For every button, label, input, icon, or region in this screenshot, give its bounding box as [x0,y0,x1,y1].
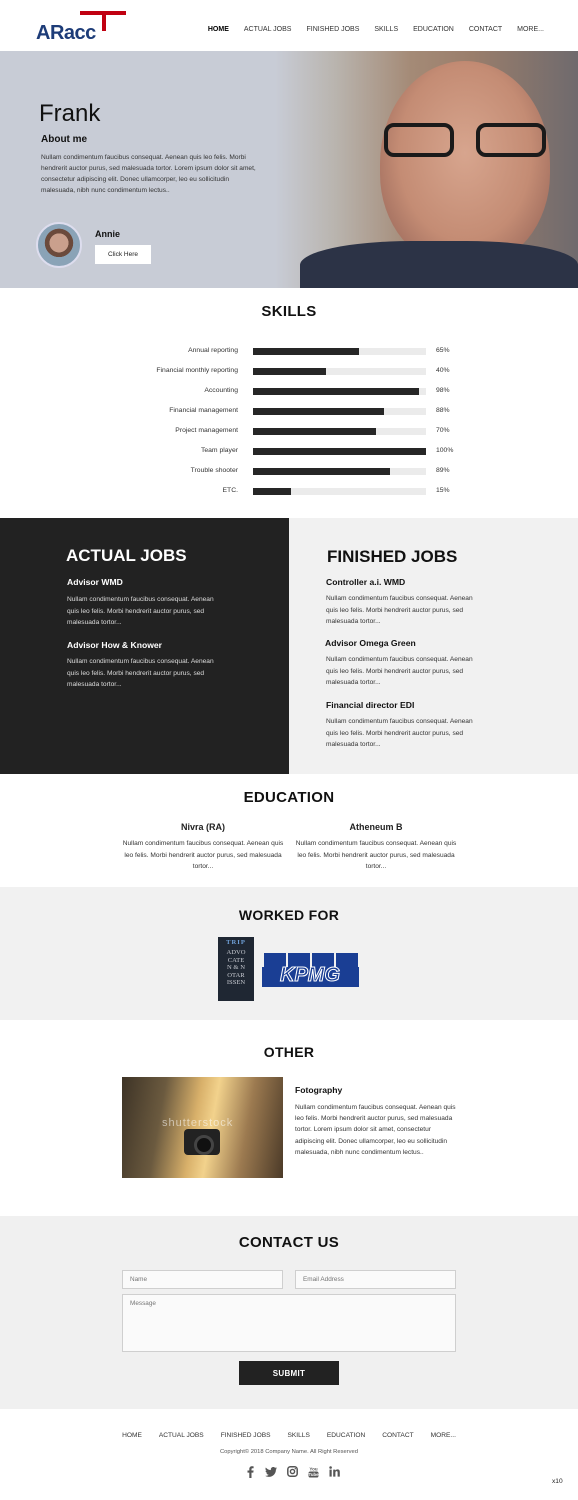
kpmg-logo [262,953,359,987]
skill-percent: 88% [436,407,450,414]
skill-row [0,425,578,437]
skill-row [0,385,578,397]
skill-label: Team player [200,447,238,454]
main-nav [208,26,544,33]
copyright: Copyright© 2018 Company Name. All Right Reserved [220,1449,358,1455]
skill-label: Trouble shooter [190,467,238,474]
worked-for-title: WORKED FOR [238,907,340,923]
skill-progress-track [253,488,426,495]
social-links [244,1465,340,1478]
skill-label: Financial monthly reporting [156,367,238,374]
nav-education[interactable]: EDUCATION [413,26,454,33]
other-item-title: Fotography [295,1085,343,1095]
skill-label: Accounting [204,387,238,394]
site-logo[interactable] [34,8,134,44]
skill-progress-fill [253,388,419,395]
skill-row [0,465,578,477]
logo-stem [102,11,106,31]
svg-text:KPMG: KPMG [280,964,340,986]
job-text: Nullam condimentum faucibus consequat. Aenean quis leo felis. Morbi hendrerit auctor purus, sed malesuada tortor... [67,658,214,688]
svg-text:You: You [308,1466,318,1471]
nav-finished-jobs[interactable]: FINISHED JOBS [306,26,360,33]
finished-jobs-section [289,518,578,774]
job-text: Nullam condimentum faucibus consequat. Aenean quis leo felis. Morbi hendrerit auctor purus, sed malesuada tortor... [326,718,473,748]
skill-progress-track [253,428,426,435]
skill-row [0,445,578,457]
skill-progress-track [253,468,426,475]
job-title: Advisor WMD [67,577,123,587]
facebook-icon[interactable] [244,1465,256,1478]
job-text: Nullam condimentum faucibus consequat. Aenean quis leo felis. Morbi hendrerit auctor purus, sed malesuada tortor... [326,656,473,686]
skill-progress-track [253,408,426,415]
skill-progress-track [253,388,426,395]
click-here-button[interactable]: Click Here [95,245,151,264]
youtube-icon[interactable] [307,1465,319,1478]
hero-face [380,61,550,266]
person-name: Annie [95,229,121,239]
skill-progress-fill [253,488,291,495]
footer-nav-education[interactable]: EDUCATION [326,1432,366,1439]
twitter-icon[interactable] [265,1465,277,1478]
actual-jobs-title: ACTUAL JOBS [66,546,187,565]
skill-progress-fill [253,348,359,355]
nav-skills[interactable]: SKILLS [374,26,399,33]
other-item-text: Nullam condimentum faucibus consequat. Aenean quis leo felis. Morbi hendrerit auctor purus, sed malesuada tortor. Lorem ipsum dolor sit amet, consectetur adipiscing elit. Donec ullamcorper, leo eu sollicitudin malesuada, nibh nunc condimentum lectus.. [295,1104,456,1156]
skill-label: ETC. [222,487,238,494]
other-title: OTHER [263,1044,315,1060]
skill-row [0,345,578,357]
job-text: Nullam condimentum faucibus consequat. Aenean quis leo felis. Morbi hendrerit auctor purus, sed malesuada tortor... [67,596,214,626]
skill-row [0,365,578,377]
site-footer [0,1409,578,1500]
job-title: Controller a.i. WMD [326,577,406,587]
skill-label: Annual reporting [188,347,238,354]
skill-progress-track [253,368,426,375]
hero-jacket [300,241,578,288]
about-text: Nullam condimentum faucibus consequat. Aenean quis leo felis. Morbi hendrerit auctor purus, sed malesuada tortor. Lorem ipsum dolor sit amet, consectetur adipiscing elit. Donec ullamcorper, leo eu sollicitudin malesuada, nibh nunc condimentum lectus.. [41,154,256,194]
skill-percent: 15% [436,487,450,494]
skill-percent: 40% [436,367,450,374]
footer-nav [0,1432,578,1439]
actual-jobs-section [0,518,289,774]
footer-nav-actual-jobs[interactable]: ACTUAL JOBS [158,1432,204,1439]
footer-nav-skills[interactable]: SKILLS [287,1432,310,1439]
nav-more[interactable]: MORE... [517,26,544,33]
skill-progress-fill [253,368,326,375]
job-title: Advisor How & Knower [67,640,163,650]
skill-progress-track [253,448,426,455]
skill-progress-fill [253,448,426,455]
message-field[interactable] [122,1294,456,1352]
skill-row [0,405,578,417]
education-item-text: Nullam condimentum faucibus consequat. Aenean quis leo felis. Morbi hendrerit auctor purus, sed malesuada tortor... [122,840,284,870]
footer-nav-home[interactable]: HOME [122,1432,142,1439]
hero-name: Frank [39,100,101,127]
about-title: About me [41,134,88,145]
skill-percent: 70% [436,427,450,434]
skill-progress-fill [253,428,376,435]
contact-section [0,1216,578,1409]
logo-text: ARacc [36,22,96,44]
skill-row [0,485,578,497]
skill-progress-fill [253,408,384,415]
education-title: EDUCATION [243,789,335,806]
finished-jobs-title: FINISHED JOBS [327,547,458,566]
zoom-indicator: x10 [552,1478,563,1485]
avatar [36,222,82,268]
submit-button[interactable]: SUBMIT [239,1361,339,1385]
linkedin-icon[interactable] [328,1465,340,1478]
skill-percent: 65% [436,347,450,354]
instagram-icon[interactable] [286,1465,298,1478]
other-section [0,1020,578,1216]
skill-progress-track [253,348,426,355]
footer-nav-more[interactable]: MORE... [430,1432,456,1439]
skills-title: SKILLS [261,303,317,320]
education-section [0,774,578,887]
name-field[interactable] [122,1270,283,1289]
contact-title: CONTACT US [238,1234,340,1251]
job-title: Financial director EDI [326,700,415,710]
skill-percent: 89% [436,467,450,474]
hero-section [0,51,578,288]
site-header [0,0,578,51]
trip-logo: TRIP ADVO CATE N & N OTAR ISSEN [218,937,254,1001]
svg-text:Tube: Tube [308,1471,318,1477]
education-item-title: Nivra (RA) [180,822,225,832]
hero-glasses [384,123,550,157]
nav-home[interactable]: HOME [207,26,229,33]
skill-label: Project management [175,427,238,434]
skill-label: Financial management [169,407,238,414]
education-item-text: Nullam condimentum faucibus consequat. Aenean quis leo felis. Morbi hendrerit auctor purus, sed malesuada tortor... [295,840,457,870]
nav-contact[interactable]: CONTACT [468,26,503,33]
nav-actual-jobs[interactable]: ACTUAL JOBS [243,26,292,33]
worked-for-section [0,887,578,1020]
education-item-title: Atheneum B [349,822,403,832]
email-field[interactable] [295,1270,456,1289]
job-title: Advisor Omega Green [325,638,416,648]
skill-progress-fill [253,468,390,475]
footer-nav-contact[interactable]: CONTACT [382,1432,414,1439]
photography-image [122,1077,283,1178]
skills-section [0,288,578,518]
footer-nav-finished-jobs[interactable]: FINISHED JOBS [220,1432,271,1439]
skill-percent: 98% [436,387,450,394]
skill-percent: 100% [436,447,454,454]
job-text: Nullam condimentum faucibus consequat. Aenean quis leo felis. Morbi hendrerit auctor purus, sed malesuada tortor... [326,595,473,625]
photo-watermark: shutterstock [162,1117,234,1129]
